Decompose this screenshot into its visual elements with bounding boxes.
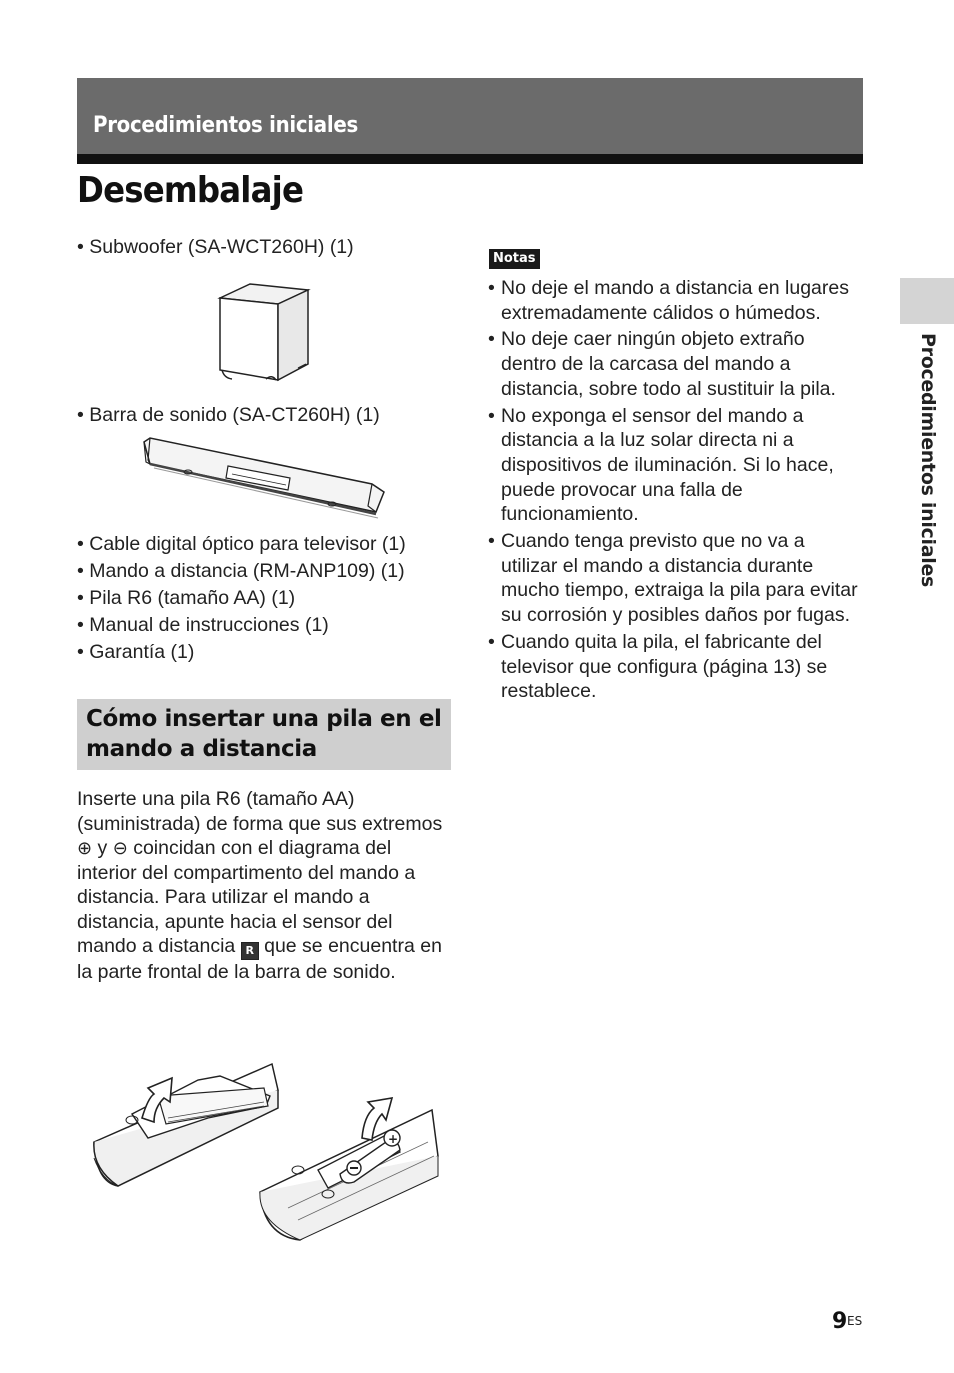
note-item: • Cuando quita la pila, el fabricante del televisor que configura (página 13) se restablece. [488,630,863,704]
instructions-text-4: que se encuentra en la parte frontal de la barra de sonido. [77,935,442,983]
remote-battery-icon [88,1058,448,1258]
minus-symbol-icon: ⊖ [112,838,128,858]
list-item-optical-cable: • Cable digital óptico para televisor (1) [77,533,406,555]
section-header-rule [77,154,863,164]
list-item-soundbar: • Barra de sonido (SA-CT260H) (1) [77,404,380,426]
plus-symbol-icon: ⊕ [77,838,93,858]
instructions-text-1: Inserte una pila R6 (tamaño AA) (suministrada) de forma que sus extremos [77,788,443,835]
page-language: ES [847,1314,863,1328]
list-item-subwoofer: • Subwoofer (SA-WCT260H) (1) [77,236,354,258]
side-tab-label: Procedimientos iniciales [917,333,939,588]
svg-text:+: + [388,1132,399,1146]
remote-sensor-icon: R [241,942,259,960]
note-item: • No exponga el sensor del mando a distancia a la luz solar directa ni a dispositivos de iluminación. Si lo hace, puede provocar una falla de funcionamiento. [488,404,863,528]
section-title: Procedimientos iniciales [93,113,358,138]
page-title: Desembalaje [77,170,304,211]
page-number: 9 [832,1309,848,1334]
note-item: • Cuando tenga previsto que no va a utilizar el mando a distancia durante mucho tiempo, extraiga la pila para evitar su corrosión y posibles daños por fugas. [488,529,863,628]
side-tab-marker [900,278,954,324]
list-item-manual: • Manual de instrucciones (1) [77,614,329,636]
note-item: • No deje caer ningún objeto extraño dentro de la carcasa del mando a distancia, sobre todo al sustituir la pila. [488,327,863,401]
list-item-remote: • Mando a distancia (RM-ANP109) (1) [77,560,405,582]
battery-instructions [77,787,451,985]
notes-badge: Notas [489,249,540,269]
subwoofer-icon [210,278,318,388]
instructions-text-3: coincidan con el diagrama del interior del compartimento del mando a distancia. Para utilizar el mando a distancia, apunte hacia el sensor del mando a distancia [77,837,416,957]
instructions-text-2: y [92,837,113,859]
note-item: • No deje el mando a distancia en lugares extremadamente cálidos o húmedos. [488,276,863,325]
list-item-warranty: • Garantía (1) [77,641,195,663]
soundbar-icon [140,436,390,520]
notes-list [488,276,863,706]
list-item-battery: • Pila R6 (tamaño AA) (1) [77,587,296,609]
subsection-heading: Cómo insertar una pila en el mando a distancia [86,706,442,762]
